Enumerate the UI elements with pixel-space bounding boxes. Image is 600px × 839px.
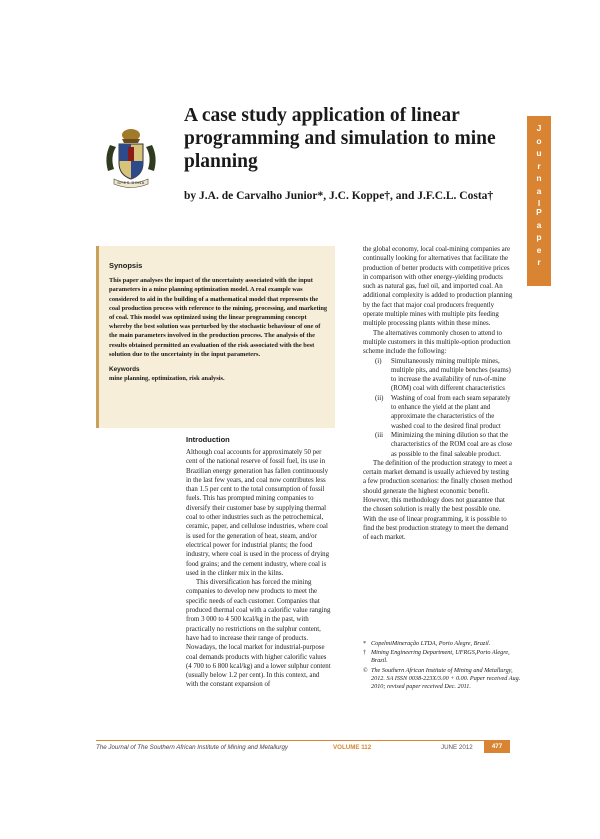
list-item [363, 357, 513, 394]
footnote-mark: * [363, 640, 367, 647]
keywords-heading: Keywords [109, 366, 140, 374]
banner-letter: r [537, 257, 541, 267]
paper-authors: by J.A. de Carvalho Junior*, J.C. Koppe†, and J.F.C.L. Costa† [184, 190, 494, 202]
banner-letter: u [536, 148, 542, 158]
list-item-number: (ii) [375, 394, 384, 402]
synopsis-heading: Synopsis [109, 261, 143, 270]
banner-letter: P [536, 207, 542, 217]
list-item [363, 394, 513, 431]
footnote-mark: © [363, 666, 368, 674]
footer-page-number: 477 [484, 741, 510, 753]
synopsis-text: This paper analyses the impact of the uncertainty associated with the input parameters in a mine planning optimization model. A real example was considered to aid in the building of a mathematical model that represents the coal production process with reference to the mining, processing, and marketing of coal. This model was optimized using the linear programming concept whereby the best solution was perturbed by the stochastic behaviour of one of the main parameters involved in the production process. The analysis of the results obtained permitted an evaluation of the risk associated with the best solution due to the uncertainty in the input parameters. [109, 277, 328, 358]
journal-paper-banner [527, 116, 551, 286]
list-item-text: Minimizing the mining dilution so that the characteristics of the ROM coal are as close as possible to the final saleable product. [391, 431, 513, 458]
paper-title: A case study application of linear programming and simulation to mine planning [184, 105, 496, 172]
keywords-text: mine planning, optimization, risk analysis. [109, 375, 225, 383]
footnote-text: Mining Engineering Department, UFRGS,Porto Alegre, Brazil. [371, 649, 510, 665]
banner-letter: p [536, 232, 542, 242]
intro-paragraph-5: The definition of the production strategy to meet a certain market demand is usually achieved by testing a few production scenarios: the finally chosen method should generate the highest economic benefit. However, this methodology does not guarantee that the chosen solution is really the best possible one. With the use of linear programming, it is possible to find the best production strategy to meet the demand of each market. [363, 459, 513, 542]
banner-letter: e [536, 244, 542, 255]
list-item-number: (iii [375, 431, 384, 439]
list-item-number: (i) [375, 357, 382, 365]
footer-date: JUNE 2012 [441, 744, 473, 751]
banner-letter: o [536, 135, 542, 146]
banner-letter: r [537, 160, 541, 171]
footnote-mark: † [363, 649, 367, 657]
crest-motto: SPES BONA [117, 180, 145, 185]
introduction-heading: Introduction [186, 435, 230, 444]
footnote [363, 640, 523, 648]
banner-letter: n [536, 173, 542, 183]
intro-paragraph-1: Although coal accounts for approximately 50 per cent of the national reserve of fossil fuel, its use in Brazilian energy generation has fallen continuously in the last few years, and coal now contributes less than 1.5 per cent to the total consumption of fossil fuels. This has prompted mining companies to diversify their customer base by supplying thermal coal to other industries such as the petrochemical, ceramic, paper, and cellulose industries, where coal is used for the generation of heat, steam, and/or electrical power for industrial plants; the food industry, where coal is used in the process of drying food grains; and the cement industry, where coal is used in the clinker mix in the kilns. [186, 449, 330, 577]
footnotes [363, 640, 523, 692]
institute-crest-logo [100, 127, 162, 193]
footnote [363, 667, 523, 692]
banner-letter: a [536, 219, 542, 230]
list-item-text: Washing of coal from each seam separately to enhance the yield at the plant and approximate the characteristics of the washed coal to the desired final product [391, 394, 511, 430]
synopsis-box [96, 246, 335, 428]
intro-paragraph-2: This diversification has forced the mining companies to develop new products to meet the specific needs of each customer. Companies that produced thermal coal with a calorific value ranging from 3 000 to 4 500 kcal/kg in the past, with practically no restrictions on the sulphur content, have had to increase their range of products. Nowadays, the local market for industrial-purpose coal demands products with higher calorific values (4 700 to 6 800 kcal/kg) and a lower sulphur content (usually below 1.2 per cent). In this context, and with the constant expansion of [186, 579, 331, 689]
banner-word-journal [527, 122, 551, 210]
banner-letter: J [536, 123, 542, 133]
banner-letter: a [536, 185, 542, 196]
footer-journal-name: The Journal of The Southern African Institute of Mining and Metallurgy [96, 744, 289, 751]
intro-paragraph-3: the global economy, local coal-mining companies are continually looking for alternatives that facilitate the production of better products with competitive prices in comparison with other energy-yielding products such as natural gas, fuel oil, and imported coal. An additional complexity is added to production planning by the fact that major coal producers frequently operate multiple mines with multiple pits feeding multiple processing plants within these mines. [363, 246, 513, 328]
banner-word-paper [527, 206, 551, 269]
intro-paragraph-4: The alternatives commonly chosen to attend to multiple customers in this multiple-option production scheme include the following: [363, 329, 511, 356]
footer-volume: VOLUME 112 [333, 744, 372, 751]
footnote-text: CopelmiMineração LTDA, Porto Alegre, Brazil. [371, 640, 491, 647]
left-column [186, 448, 332, 690]
footnote [363, 649, 523, 665]
footnote-text: The Southern African Institute of Mining and Metallurgy, 2012. SA ISSN 0038-223X/3.00 + 0.00. Paper received Aug. 2010; revised paper received Dec. 2011. [371, 666, 521, 691]
alternatives-list [363, 357, 513, 459]
list-item-text: Simultaneously mining multiple mines, multiple pits, and multiple benches (seams) to increase the availability of run-of-mine (ROM) coal with different characteristics [391, 357, 511, 393]
list-item [363, 431, 513, 459]
right-column [363, 245, 513, 543]
page-footer [96, 741, 510, 753]
banner-letter: l [537, 198, 541, 208]
